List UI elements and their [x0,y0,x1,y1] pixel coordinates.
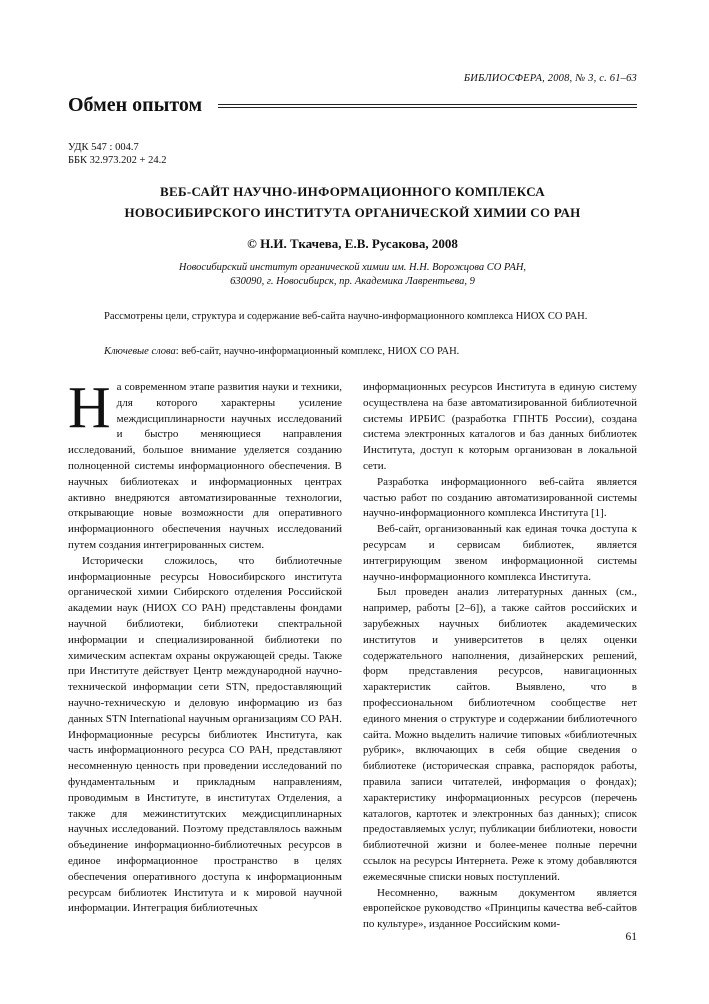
affiliation [68,261,637,289]
paragraph: информационных ресурсов Института в единую систему осуществлена на базе автоматизированной библиотечной системы ИРБИС (разработка ГПНТБ России), создана система электронных каталогов и баз данных библиотек Института, доступ к которым организован в локальной сети. [363,381,637,472]
keywords-text: : веб-сайт, научно-информационный комплекс, НИОХ СО РАН. [175,346,460,357]
paragraph: Исторически сложилось, что библиотечные информационные ресурсы Новосибирского института органической химии Сибирского отделения Российской академии наук (НИОХ СО РАН) представлены фондами научной библиотеки, библиотеки спектральной информации и специализированной библиотеки по химическим аспектам охраны окружающей среды. Также при Институте действует Центр международной научно-технической информации сети STN, предоставляющий научно-техническую и деловую информацию из баз данных STN International научным организациям СО РАН. Информационные ресурсы библиотек Института, как часть информационного ресурса СО РАН, представляют несомненную ценность при проведении исследований по фундаментальным и прикладным направлениям, проводимым в Институте, в институтах Отделения, а также для межинститутских междисциплинарных научных исследований. Поэтому представлялось важным объединение информационно-библиотечных ресурсов в единое информационное пространство в целях обеспечения оперативного доступа к информационным ресурсам библиотек Института и к мировой научной информации. Интеграция библиотечных [68,554,342,915]
article-title-line-2: НОВОСИБИРСКОГО ИНСТИТУТА ОРГАНИЧЕСКОЙ ХИМИИ СО РАН [124,205,581,220]
paragraph [68,374,342,554]
right-column [363,380,637,933]
authors: © Н.И. Ткачева, Е.В. Русакова, 2008 [247,236,458,251]
drop-cap: Н [68,374,111,440]
page-number: 61 [625,931,637,943]
left-column [68,374,342,917]
paragraph-text: а современном этапе развития науки и техники, для которого характерны усиление междисциплинарности научных исследований и быстро меняющиеся направления исследований, большое внимание уделяется созданию полноценной системы информационного обеспечения. В научных библиотеках и информационных центрах активно внедряются автоматизированные технологии, открывающие новые возможности для оперативного информационного обеспечения научных исследований путем создания интегрированных систем. [68,381,342,551]
udk-code: УДК 547 : 004.7 [68,142,139,153]
article-title [68,181,637,223]
keywords-label: Ключевые слова [104,346,176,357]
paragraph: Был проведен анализ литературных данных (см., например, работы [2–6]), а также сайтов российских и зарубежных научных библиотек академических институтов и университетов в целях оценки содержательного наполнения, дизайнерских решений, форм представления ресурсов, навигационных характеристик сайтов. Выявлено, что в профессиональном библиотечном сообществе нет единого мнения о структуре и содержании библиотечного сайта. Можно выделить наличие типовых «библиотечных рубрик», включающих в себя общие сведения о библиотеке (историческая справка, распорядок работы, правила записи читателей, информация о фондах); характеристику информационных ресурсов (перечень каталогов, картотек и электронных баз данных); список предоставляемых услуг, публикации библиотеки, новости библиотечной жизни и более-менее полные перечни ссылок на ресурсы Интернета. Реже к этому добавляются ежемесячные списки новых поступлений. [363,586,637,883]
keywords [104,345,614,359]
section-header [68,94,637,116]
bbk-code: ББК 32.973.202 + 24.2 [68,154,167,166]
paragraph: Несомненно, важным документом является европейское руководство «Принципы качества веб-сайтов по культуре», изданное Российским коми- [363,886,637,931]
abstract: Рассмотрены цели, структура и содержание веб-сайта научно-информационного комплекса НИОХ СО РАН. [104,311,588,322]
paragraph: Разработка информационного веб-сайта является частью работ по созданию автоматизированной системы научно-информационного комплекса Института [1]. [363,475,637,520]
paragraph: Веб-сайт, организованный как единая точка доступа к ресурсам и сервисам библиотек, является интегрирующим звеном информационной системы научно-информационного комплекса Института. [363,523,637,583]
affiliation-line-2: 630090, г. Новосибирск, пр. Академика Лаврентьева, 9 [230,276,475,287]
section-title: Обмен опытом [68,94,203,116]
section-rule [218,104,637,108]
article-title-line-1: ВЕБ-САЙТ НАУЧНО-ИНФОРМАЦИОННОГО КОМПЛЕКСА [160,184,545,199]
classification-codes [68,142,166,167]
running-head: БИБЛИОСФЕРА, 2008, № 3, с. 61–63 [463,73,637,84]
affiliation-line-1: Новосибирский институт органической химии им. Н.Н. Ворожцова СО РАН, [178,262,527,273]
